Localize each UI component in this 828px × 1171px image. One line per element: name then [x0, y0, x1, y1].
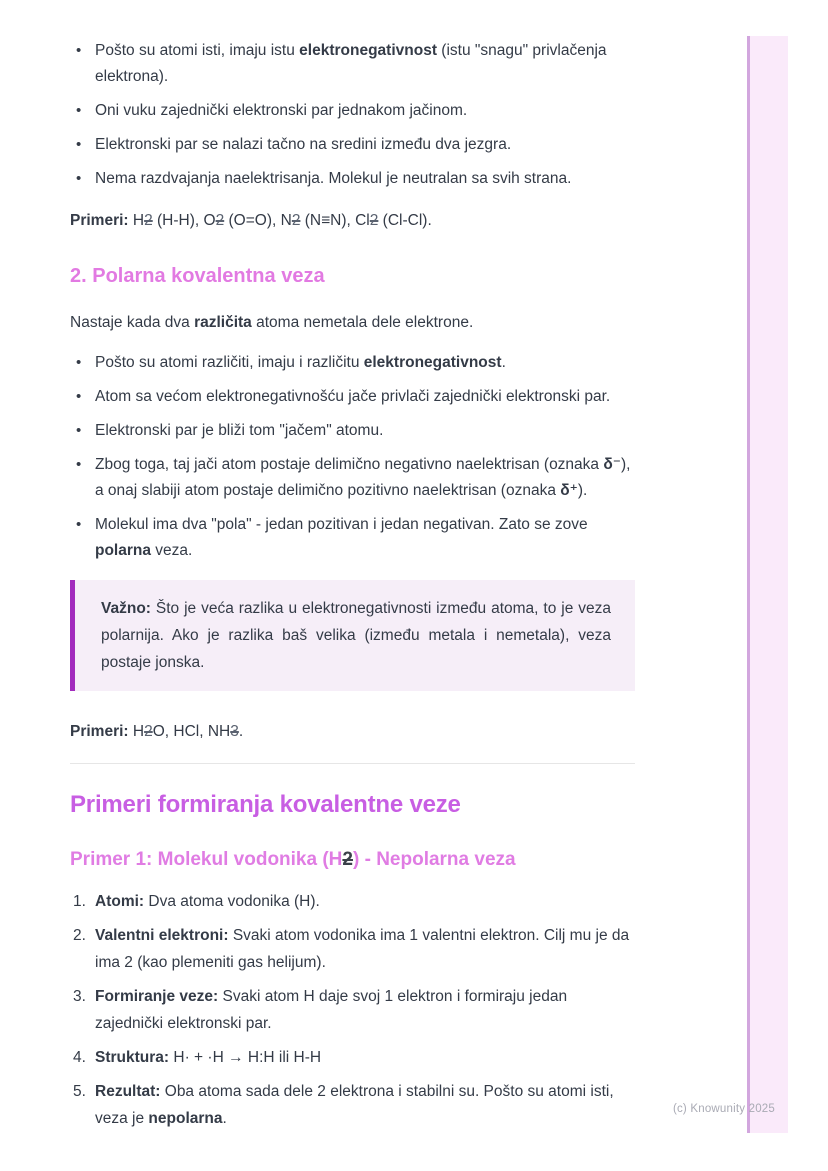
numbered-steps-list [70, 888, 635, 1132]
copyright-watermark: (c) Knowunity 2025 [672, 1103, 775, 1115]
list-item: • Elektronski par se nalazi tačno na sredini između dva jezgra. [70, 132, 635, 158]
page-section-title: Primeri formiranja kovalentne veze [70, 791, 461, 818]
bullet-list-polar [70, 350, 635, 564]
step-item: Atomi: Dva atoma vodonika (H). [95, 893, 320, 910]
list-item: • Elektronski par je bliži tom "jačem" atomu. [70, 418, 635, 444]
important-callout [70, 580, 635, 691]
list-item: • Zbog toga, taj jači atom postaje delimično negativno naelektrisan (oznaka δ⁻), a onaj slabiji atom postaje delimično pozitivno naelektrisan (oznaka δ⁺). [70, 452, 635, 504]
list-item: • Pošto su atomi isti, imaju istu elektronegativnost (istu "snagu" privlačenja elektrona). [70, 38, 635, 90]
examples-line-nonpolar: Primeri: H2 (H-H), O2 (O=O), N2 (N≡N), Cl2 (Cl-Cl). [70, 212, 432, 229]
example-1-heading: Primer 1: Molekul vodonika (H2) - Nepolarna veza [70, 849, 516, 870]
step-item: Valentni elektroni: Svaki atom vodonika ima 1 valentni elektron. Cilj mu je da ima 2 (kao plemeniti gas helijum). [95, 927, 630, 971]
step-item: Formiranje veze: Svaki atom H daje svoj 1 elektron i formiraju jedan zajednički elektronski par. [95, 988, 568, 1032]
list-item: • Molekul ima dva "pola" - jedan pozitivan i jedan negativan. Zato se zove polarna veza. [70, 512, 635, 564]
page-edge-ribbon [747, 36, 788, 1133]
step-item: Struktura: H· + ·H → H:H ili H-H [95, 1049, 322, 1066]
examples-line-polar: Primeri: H2O, HCl, NH3. [70, 723, 244, 740]
intro-paragraph: Nastaje kada dva različita atoma nemetala dele elektrone. [70, 314, 474, 331]
list-item: • Nema razdvajanja naelektrisanja. Molekul je neutralan sa svih strana. [70, 166, 635, 192]
section-heading-polar-bond: 2. Polarna kovalentna veza [70, 265, 325, 287]
list-item: • Oni vuku zajednički elektronski par jednakom jačinom. [70, 98, 635, 124]
step-item: Rezultat: Oba atoma sada dele 2 elektrona i stabilni su. Pošto su atomi isti, veza je nepolarna. [95, 1083, 614, 1127]
document-content [70, 0, 635, 1132]
list-item: • Pošto su atomi različiti, imaju i različitu elektronegativnost. [70, 350, 635, 376]
section-divider [70, 763, 635, 764]
bullet-list-nonpolar [70, 38, 635, 192]
callout-text: Važno: Što je veća razlika u elektronegativnosti između atoma, to je veza polarnija. Ako je razlika baš velika (između metala i nemetala), veza postaje jonska. [101, 600, 611, 671]
list-item: • Atom sa većom elektronegativnošću jače privlači zajednički elektronski par. [70, 384, 635, 410]
